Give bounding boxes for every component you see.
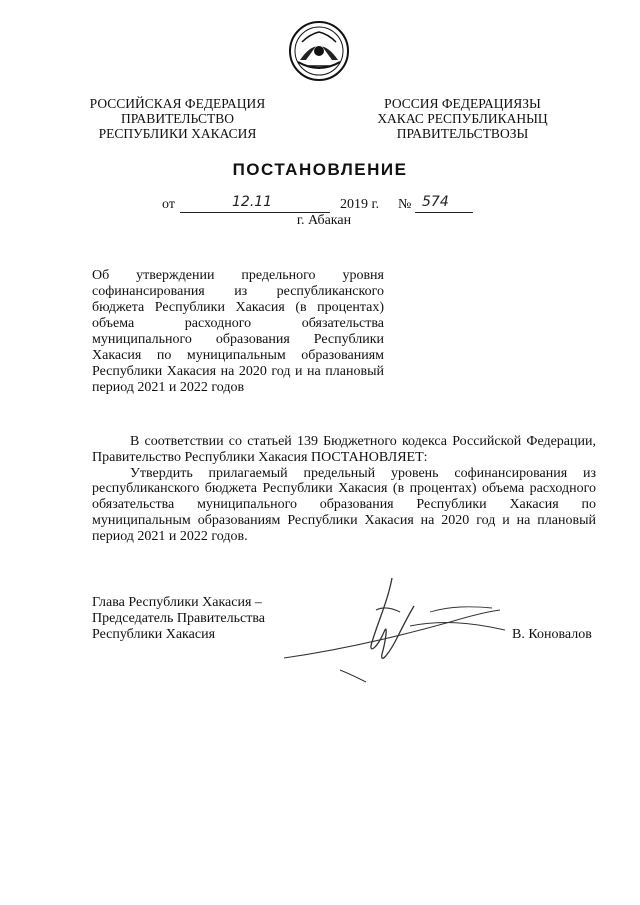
signatory-name: В. Коновалов (512, 627, 592, 642)
subject-line: период 2021 и 2022 годов (92, 380, 245, 395)
subject-line: муниципального образования Республики (92, 332, 384, 347)
subject-line: Хакасия по муниципальным образованиям (92, 348, 384, 363)
header-right (370, 96, 555, 141)
subject-line: Об утверждении предельного уровня (92, 268, 384, 283)
body-text (92, 434, 596, 545)
header-right-line: РОССИЯ ФЕДЕРАЦИЯЗЫ (384, 96, 541, 111)
header-right-line: ПРАВИТЕЛЬСТВОЗЫ (396, 126, 529, 141)
header-left-line: ПРАВИТЕЛЬСТВО (121, 111, 234, 126)
document-title: ПОСТАНОВЛЕНИЕ (232, 160, 408, 179)
signatory-title-line: Председатель Правительства (92, 610, 265, 626)
signatory-title-line: Глава Республики Хакасия – (92, 595, 262, 610)
coat-of-arms-icon (288, 20, 350, 82)
date-handwritten: 12.11 (232, 194, 273, 210)
body-paragraph: В соответствии со статьей 139 Бюджетного кодекса Российской Федерации, Правительство Республики Хакасия ПОСТАНОВЛЯЕТ: (92, 434, 596, 465)
subject-line: объема расходного обязательства (92, 316, 384, 331)
header-right-line: ХАКАС РЕСПУБЛИКАНЫЦ (377, 111, 548, 126)
subject-line: бюджета Республики Хакасия (в процентах) (92, 300, 384, 315)
number-handwritten: 574 (422, 194, 449, 210)
header-left-line: РОССИЙСКАЯ ФЕДЕРАЦИЯ (89, 96, 266, 111)
subject-line: софинансирования из республиканского (92, 284, 384, 299)
handwritten-signature-icon (280, 570, 510, 690)
header-left (85, 96, 270, 141)
body-paragraph: Утвердить прилагаемый предельный уровень софинансирования из республиканского бюджета Республики Хакасия (в процентах) объема расходного обязательства муниципального образования Республики Хакасия по муниципальным образованиям Республики Хакасия на 2020 год и на плановый период 2021 и 2022 годов. (92, 465, 596, 544)
year-label: 2019 г. (340, 197, 380, 212)
city-label: г. Абакан (296, 213, 352, 228)
number-label: № (398, 197, 412, 212)
date-from-label: от (162, 197, 175, 212)
header-left-line: РЕСПУБЛИКИ ХАКАСИЯ (98, 126, 257, 141)
signatory-title (92, 595, 265, 642)
subject-line: Республики Хакасия на 2020 год и на плановый (92, 364, 384, 379)
signatory-title-line: Республики Хакасия (92, 626, 216, 642)
